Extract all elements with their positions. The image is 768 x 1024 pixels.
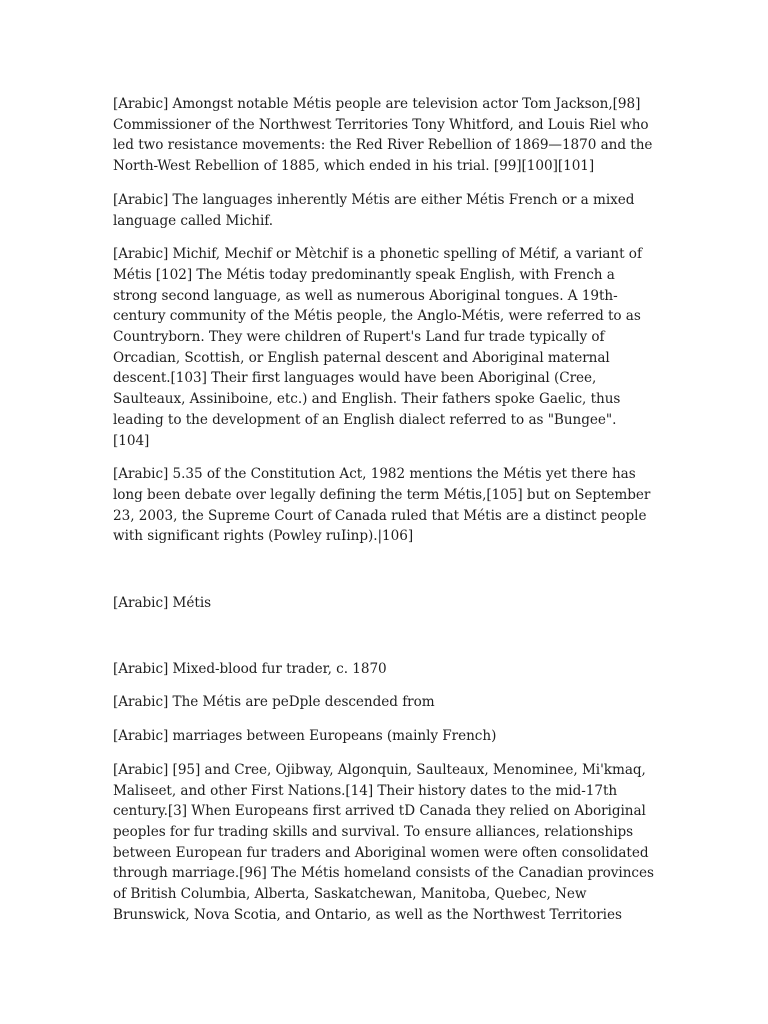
paragraph-michif: [Arabic] Michif, Mechif or Mètchif is a phonetic spelling of Métif, a variant of Métis [102] The Métis today predominantly speak English, with French a strong second language, as well as numerous Aboriginal tongues. A 19th-century community of the Métis people, the Anglo-Métis, were referred to as Countryborn. They were children of Rupert's Land fur trade typically of Orcadian, Scottish, or English paternal descent and Aboriginal maternal descent.[103] Their first languages would have been Aboriginal (Cree, Saulteaux, Assiniboine, etc.) and English. Their fathers spoke Gaelic, thus leading to the development of an English dialect referred to as "Bungee". [104] — [113, 246, 642, 449]
paragraph-marriages: [Arabic] marriages between Europeans (mainly French) — [113, 728, 497, 745]
paragraph-descended-from: [Arabic] The Métis are peDple descended from — [113, 694, 435, 711]
paragraph-notable-metis: [Arabic] Amongst notable Métis people are television actor Tom Jackson,[98] Commissioner of the Northwest Territories Tony Whitford, and Louis Riel who led two resistance movements: the Red River Rebellion of 1869—1870 and the North-West Rebellion of 1885, which ended in his trial. [99][100][101] — [113, 96, 653, 175]
paragraph-fur-trader-caption: [Arabic] Mixed-blood fur trader, c. 1870 — [113, 660, 387, 677]
paragraph-constitution: [Arabic] 5.35 of the Constitution Act, 1982 mentions the Métis yet there has long been debate over legally defining the term Métis,[105] but on September 23, 2003, the Supreme Court of Canada ruled that Métis are a distinct people with significant rights (Powley ruIinp).|106] — [113, 466, 651, 545]
paragraph-metis-heading: [Arabic] Métis — [113, 595, 212, 612]
paragraph-history: [Arabic] [95] and Cree, Ojibway, Algonquin, Saulteaux, Menominee, Mi'kmaq, Maliseet, and other First Nations.[14] Their history dates to the mid-17th century.[3] When Europeans first arrived tD Canada they relied on Aboriginal peoples for fur trading skills and survival. To ensure alliances, relationships between European fur traders and Aboriginal women were often consolidated through marriage.[96] The Métis homeland consists of the Canadian provinces of British Columbia, Alberta, Saskatchewan, Manitoba, Quebec, New Brunswick, Nova Scotia, and Ontario, as well as the Northwest Territories — [113, 761, 654, 923]
paragraph-languages: [Arabic] The languages inherently Métis are either Métis French or a mixed language called Michif. — [113, 191, 635, 229]
